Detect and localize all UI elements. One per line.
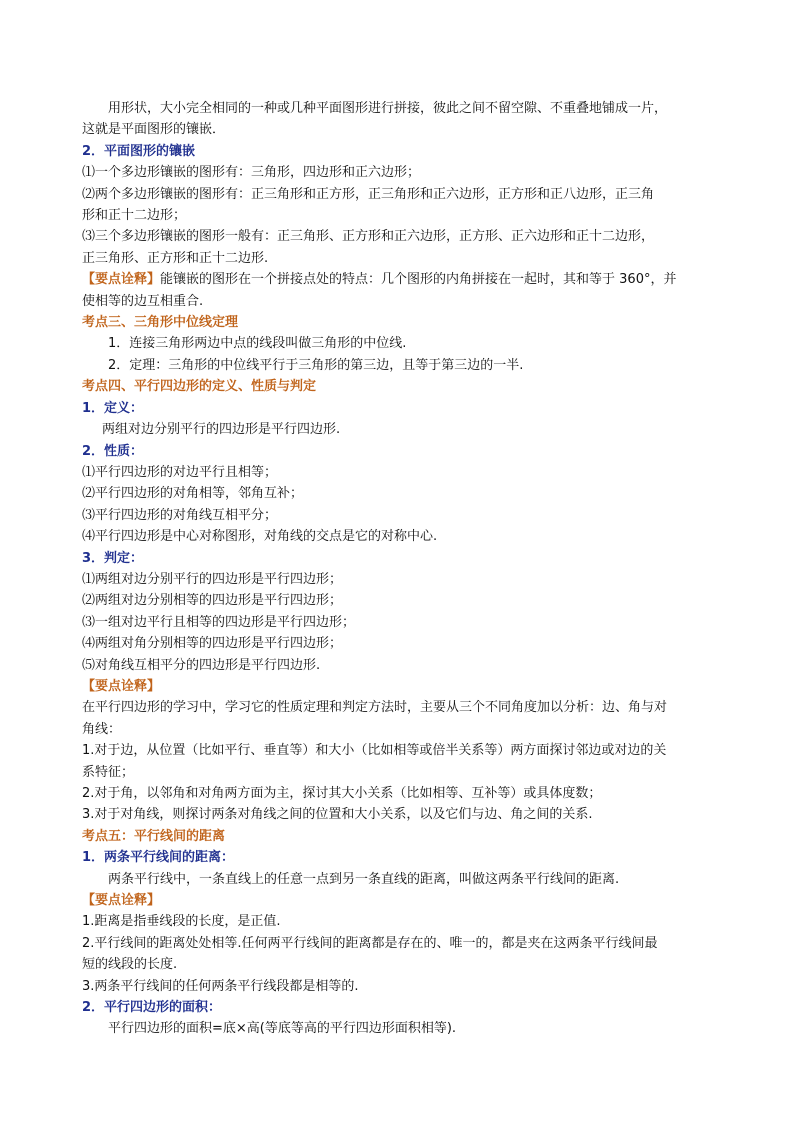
text-line: ⑵两组对边分别相等的四边形是平行四边形； [82, 593, 343, 609]
text-line: 正三角形、正方形和正十二边形. [82, 250, 269, 266]
note-paragraph [82, 890, 714, 911]
note-label: 【要点诠释】 [82, 678, 161, 694]
section-heading: 1．两条平行线间的距离： [82, 850, 235, 866]
text-line: 使相等的边互相重合. [82, 293, 204, 309]
text-line: 平行四边形的面积=底×高(等底等高的平行四边形面积相等). [108, 1021, 457, 1037]
text-line: ⑵两个多边形镶嵌的图形有：正三角形和正方形，正三角形和正六边形，正方形和正八边形，正三角 [82, 186, 655, 202]
text-line: ⑸对角线互相平分的四边形是平行四边形. [82, 657, 321, 673]
text-line: ⑷两组对角分别相等的四边形是平行四边形； [82, 636, 343, 652]
text-line: ⑴一个多边形镶嵌的图形有：三角形，四边形和正六边形； [82, 165, 421, 181]
text-line: ⑶三个多边形镶嵌的图形一般有：正三角形、正方形和正六边形，正方形、正六边形和正十二边形， [82, 229, 655, 245]
text-line: 2．定理：三角形的中位线平行于三角形的第三边，且等于第三边的一半. [108, 357, 524, 373]
section-heading: 1．定义： [82, 400, 144, 416]
text-line: ⑶一组对边平行且相等的四边形是平行四边形； [82, 614, 356, 630]
note-label: 【要点诠释】 [82, 272, 161, 288]
section-heading: 考点三、三角形中位线定理 [82, 315, 239, 331]
text-line: 这就是平面图形的镶嵌． [82, 122, 226, 138]
text-line: 两组对边分别平行的四边形是平行四边形. [102, 422, 341, 438]
section-heading: 2．平行四边形的面积： [82, 1000, 222, 1016]
text-line: 两条平行线中，一条直线上的任意一点到另一条直线的距离，叫做这两条平行线间的距离. [108, 871, 620, 887]
text-line: 短的线段的长度. [82, 957, 178, 973]
note-text: 能镶嵌的图形在一个拼接点处的特点：几个图形的内角拼接在一起时，其和等于 360°，并 [160, 272, 677, 288]
note-label: 【要点诠释】 [82, 893, 161, 909]
text-line: 3.对于对角线，则探讨两条对角线之间的位置和大小关系，以及它们与边、角之间的关系. [82, 807, 593, 823]
text-line: 用形状，大小完全相同的一种或几种平面图形进行拼接，彼此之间不留空隙、不重叠地铺成一片， [108, 101, 668, 116]
text-line: 形和正十二边形； [82, 208, 187, 224]
text-line: 2.对于角，以邻角和对角两方面为主，探讨其大小关系（比如相等、互补等）或具体度数； [82, 786, 602, 801]
text-line: 2.平行线间的距离处处相等.任何两平行线间的距离都是存在的、唯一的，都是夹在这两条平行线间最 [82, 935, 658, 951]
text-line: ⑷平行四边形是中心对称图形，对角线的交点是它的对称中心. [82, 529, 438, 545]
text-line: 系特征； [82, 764, 135, 780]
section-heading: 2．性质： [82, 443, 144, 459]
text-line: ⑴平行四边形的对边平行且相等； [82, 464, 278, 480]
text-line: ⑵平行四边形的对角相等，邻角互补； [82, 486, 304, 502]
section-heading: 3．判定： [82, 550, 144, 566]
document-body [82, 98, 714, 1040]
section-heading: 考点五：平行线间的距离 [82, 828, 226, 844]
text-line: ⑶平行四边形的对角线互相平分； [82, 507, 278, 523]
note-paragraph [82, 676, 714, 697]
note-paragraph [82, 269, 714, 290]
text-line: 1.对于边，从位置（比如平行、垂直等）和大小（比如相等或倍半关系等）两方面探讨邻边或对边的关 [82, 743, 667, 759]
section-heading: 2．平面图形的镶嵌 [82, 143, 196, 159]
text-line: 1．连接三角形两边中点的线段叫做三角形的中位线. [108, 336, 407, 352]
text-line: ⑴两组对边分别平行的四边形是平行四边形； [82, 571, 343, 587]
text-line: 3.两条平行线间的任何两条平行线段都是相等的. [82, 978, 359, 994]
section-heading: 考点四、平行四边形的定义、性质与判定 [82, 379, 317, 395]
text-line: 1.距离是指垂线段的长度，是正值. [82, 914, 281, 930]
text-line: 在平行四边形的学习中，学习它的性质定理和判定方法时，主要从三个不同角度加以分析：边、角与对 [82, 700, 668, 716]
text-line: 角线： [82, 721, 122, 737]
